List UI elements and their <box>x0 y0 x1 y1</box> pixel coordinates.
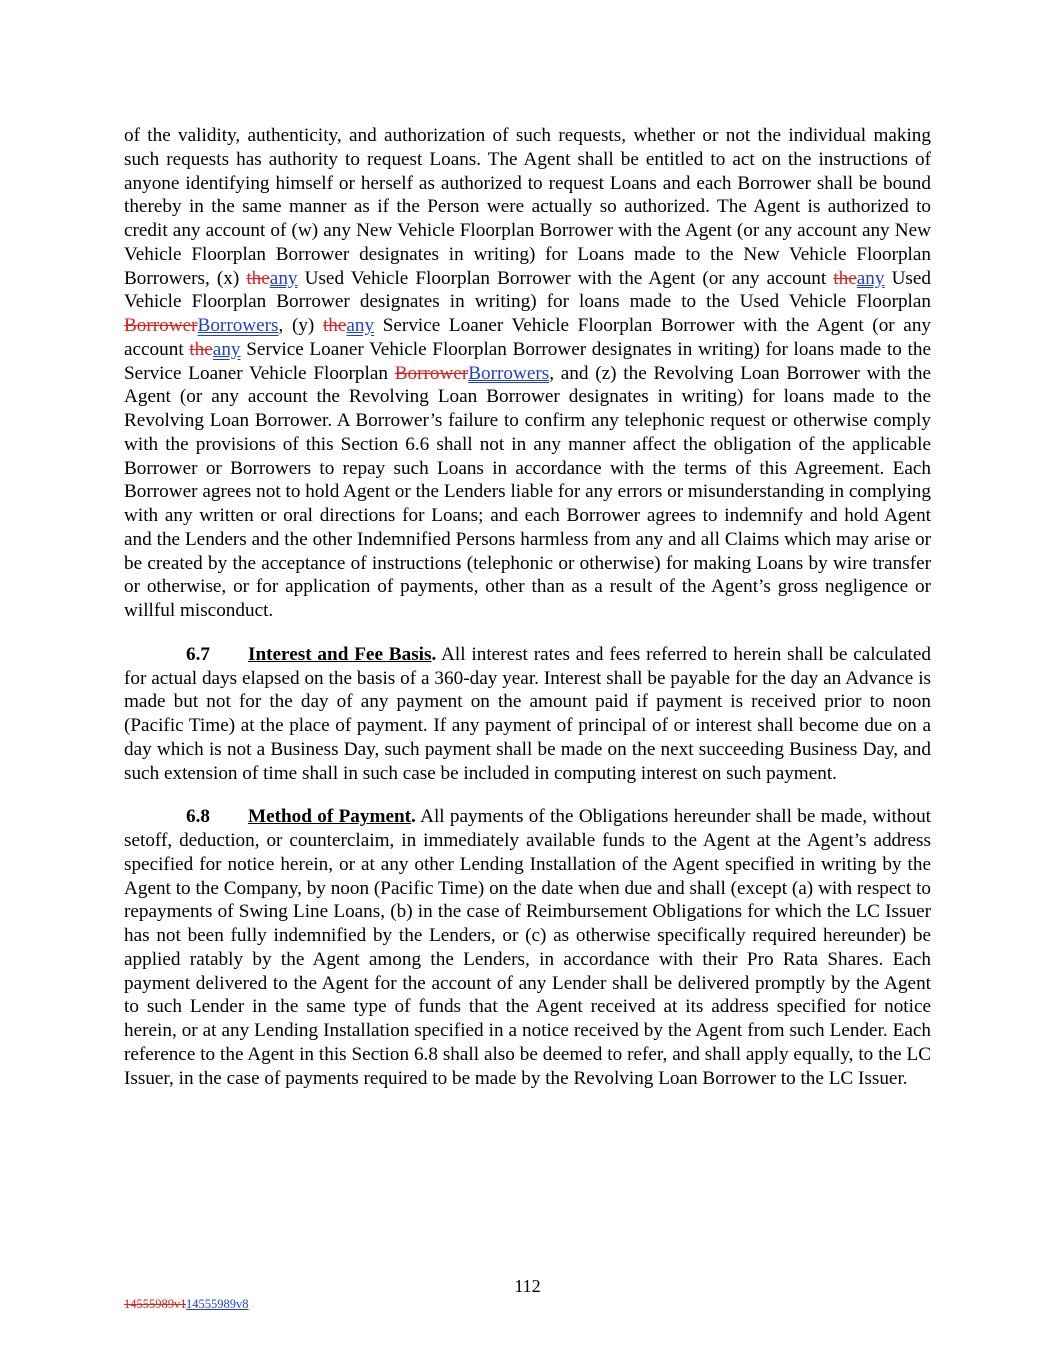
inserted-text: any <box>346 315 375 336</box>
inserted-text: Borrowers <box>468 362 550 384</box>
section-heading: Method of Payment <box>248 806 412 828</box>
deleted-text: the <box>833 267 857 289</box>
section-number: 6.7 <box>186 643 210 665</box>
text-run: Used Vehicle Floorplan Borrower designates in writing) for loans made to the Used Vehicle Floorplan <box>124 267 932 313</box>
section-number: 6.8 <box>186 806 210 828</box>
text-run: , (y) <box>278 315 323 336</box>
inserted-doc-id: 14555989v8 <box>186 1297 249 1311</box>
section-6-8 <box>124 805 931 1090</box>
inserted-text: Borrowers <box>197 315 279 336</box>
document-id <box>124 1297 249 1312</box>
deleted-text: the <box>322 315 347 336</box>
page-number: 112 <box>514 1276 541 1296</box>
paragraph-continued <box>124 124 931 623</box>
deleted-doc-id: 14555989v1 <box>124 1297 187 1311</box>
section-heading: Interest and Fee Basis <box>248 643 432 665</box>
heading-period: . <box>431 643 437 665</box>
section-body: All payments of the Obligations hereunder shall be made, without setoff, deduction, or counterclaim, in immediately available funds to the Agent at the Agent’s address specified for notice herein, or at any other Lending Installation of the Agent specified in writing by the Agent to the Company, by noon (Pacific Time) on the date when due and shall (except (a) with respect to repayments of Swing Line Loans, (b) in the case of Reimbursement Obligations for which the LC Issuer has not been fully indemnified by the Lenders, or (c) as otherwise specifically required hereunder) be applied ratably by the Agent among the Lenders, in accordance with their Pro Rata Shares. Each payment delivered to the Agent for the account of any Lender shall be delivered promptly by the Agent to such Lender in the same type of funds that the Agent received at its address specified for notice herein, or at any Lending Installation specified in a notice received by the Agent from such Lender. Each reference to the Agent in this Section 6.8 shall also be deemed to refer, and shall apply equally, to the LC Issuer, in the case of payments required to be made by the Revolving Loan Borrower to the LC Issuer. <box>124 806 931 1089</box>
deleted-text: Borrower <box>394 362 469 384</box>
document-page <box>124 124 931 1090</box>
text-run: of the validity, authenticity, and authorization of such requests, whether or not the individual making such requests has authority to request Loans. The Agent shall be entitled to act on the instructions of anyone identifying himself or herself as authorized to request Loans and each Borrower shall be bound thereby in the same manner as if the Person were actually so authorized. The Agent is authorized to credit any account of (w) any New Vehicle Floorplan Borrower with the Agent (or any account any New Vehicle Floorplan Borrower designates in writing) for Loans made to the New Vehicle Floorplan Borrowers, (x) <box>124 125 931 289</box>
inserted-text: any <box>856 267 885 289</box>
text-run: Service Loaner Vehicle Floorplan Borrower with the Agent (or any account <box>124 315 932 360</box>
section-body: All interest rates and fees referred to herein shall be calculated for actual days elapsed on the basis of a 360-day year. Interest shall be payable for the day an Advance is made but not for the day of any payment on the amount paid if payment is received prior to noon (Pacific Time) at the place of payment. If any payment of principal of or interest shall become due on a day which is not a Business Day, such payment shall be made on the next succeeding Business Day, and such extension of time shall in such case be included in computing interest on such payment. <box>124 643 931 784</box>
deleted-text: the <box>246 267 270 289</box>
text-run: Used Vehicle Floorplan Borrower with the Agent (or any account <box>297 267 834 289</box>
deleted-text: the <box>189 338 213 360</box>
section-6-7 <box>124 643 931 786</box>
inserted-text: any <box>269 267 298 289</box>
text-run: , and (z) the Revolving Loan Borrower with the Agent (or any account the Revolving Loan Borrower designates in writing) for loans made to the Revolving Loan Borrower. A Borrower’s failure to confirm any telephonic request or otherwise comply with the provisions of this Section 6.6 shall not in any manner affect the obligation of the applicable Borrower or Borrowers to repay such Loans in accordance with the terms of this Agreement. Each Borrower agrees not to hold Agent or the Lenders liable for any errors or misunderstanding in complying with any written or oral directions for Loans; and each Borrower agrees to indemnify and hold Agent and the Lenders and the other Indemnified Persons harmless from any and all Claims which may arise or be created by the acceptance of instructions (telephonic or otherwise) for making Loans by wire transfer or otherwise, or for application of payments, other than as a result of the Agent’s gross negligence or willful misconduct. <box>124 362 931 621</box>
text-run: Service Loaner Vehicle Floorplan Borrower designates in writing) for loans made to the Service Loaner Vehicle Floorplan <box>124 338 931 384</box>
deleted-text: Borrower <box>124 315 198 336</box>
heading-period: . <box>411 806 416 828</box>
inserted-text: any <box>212 338 241 360</box>
